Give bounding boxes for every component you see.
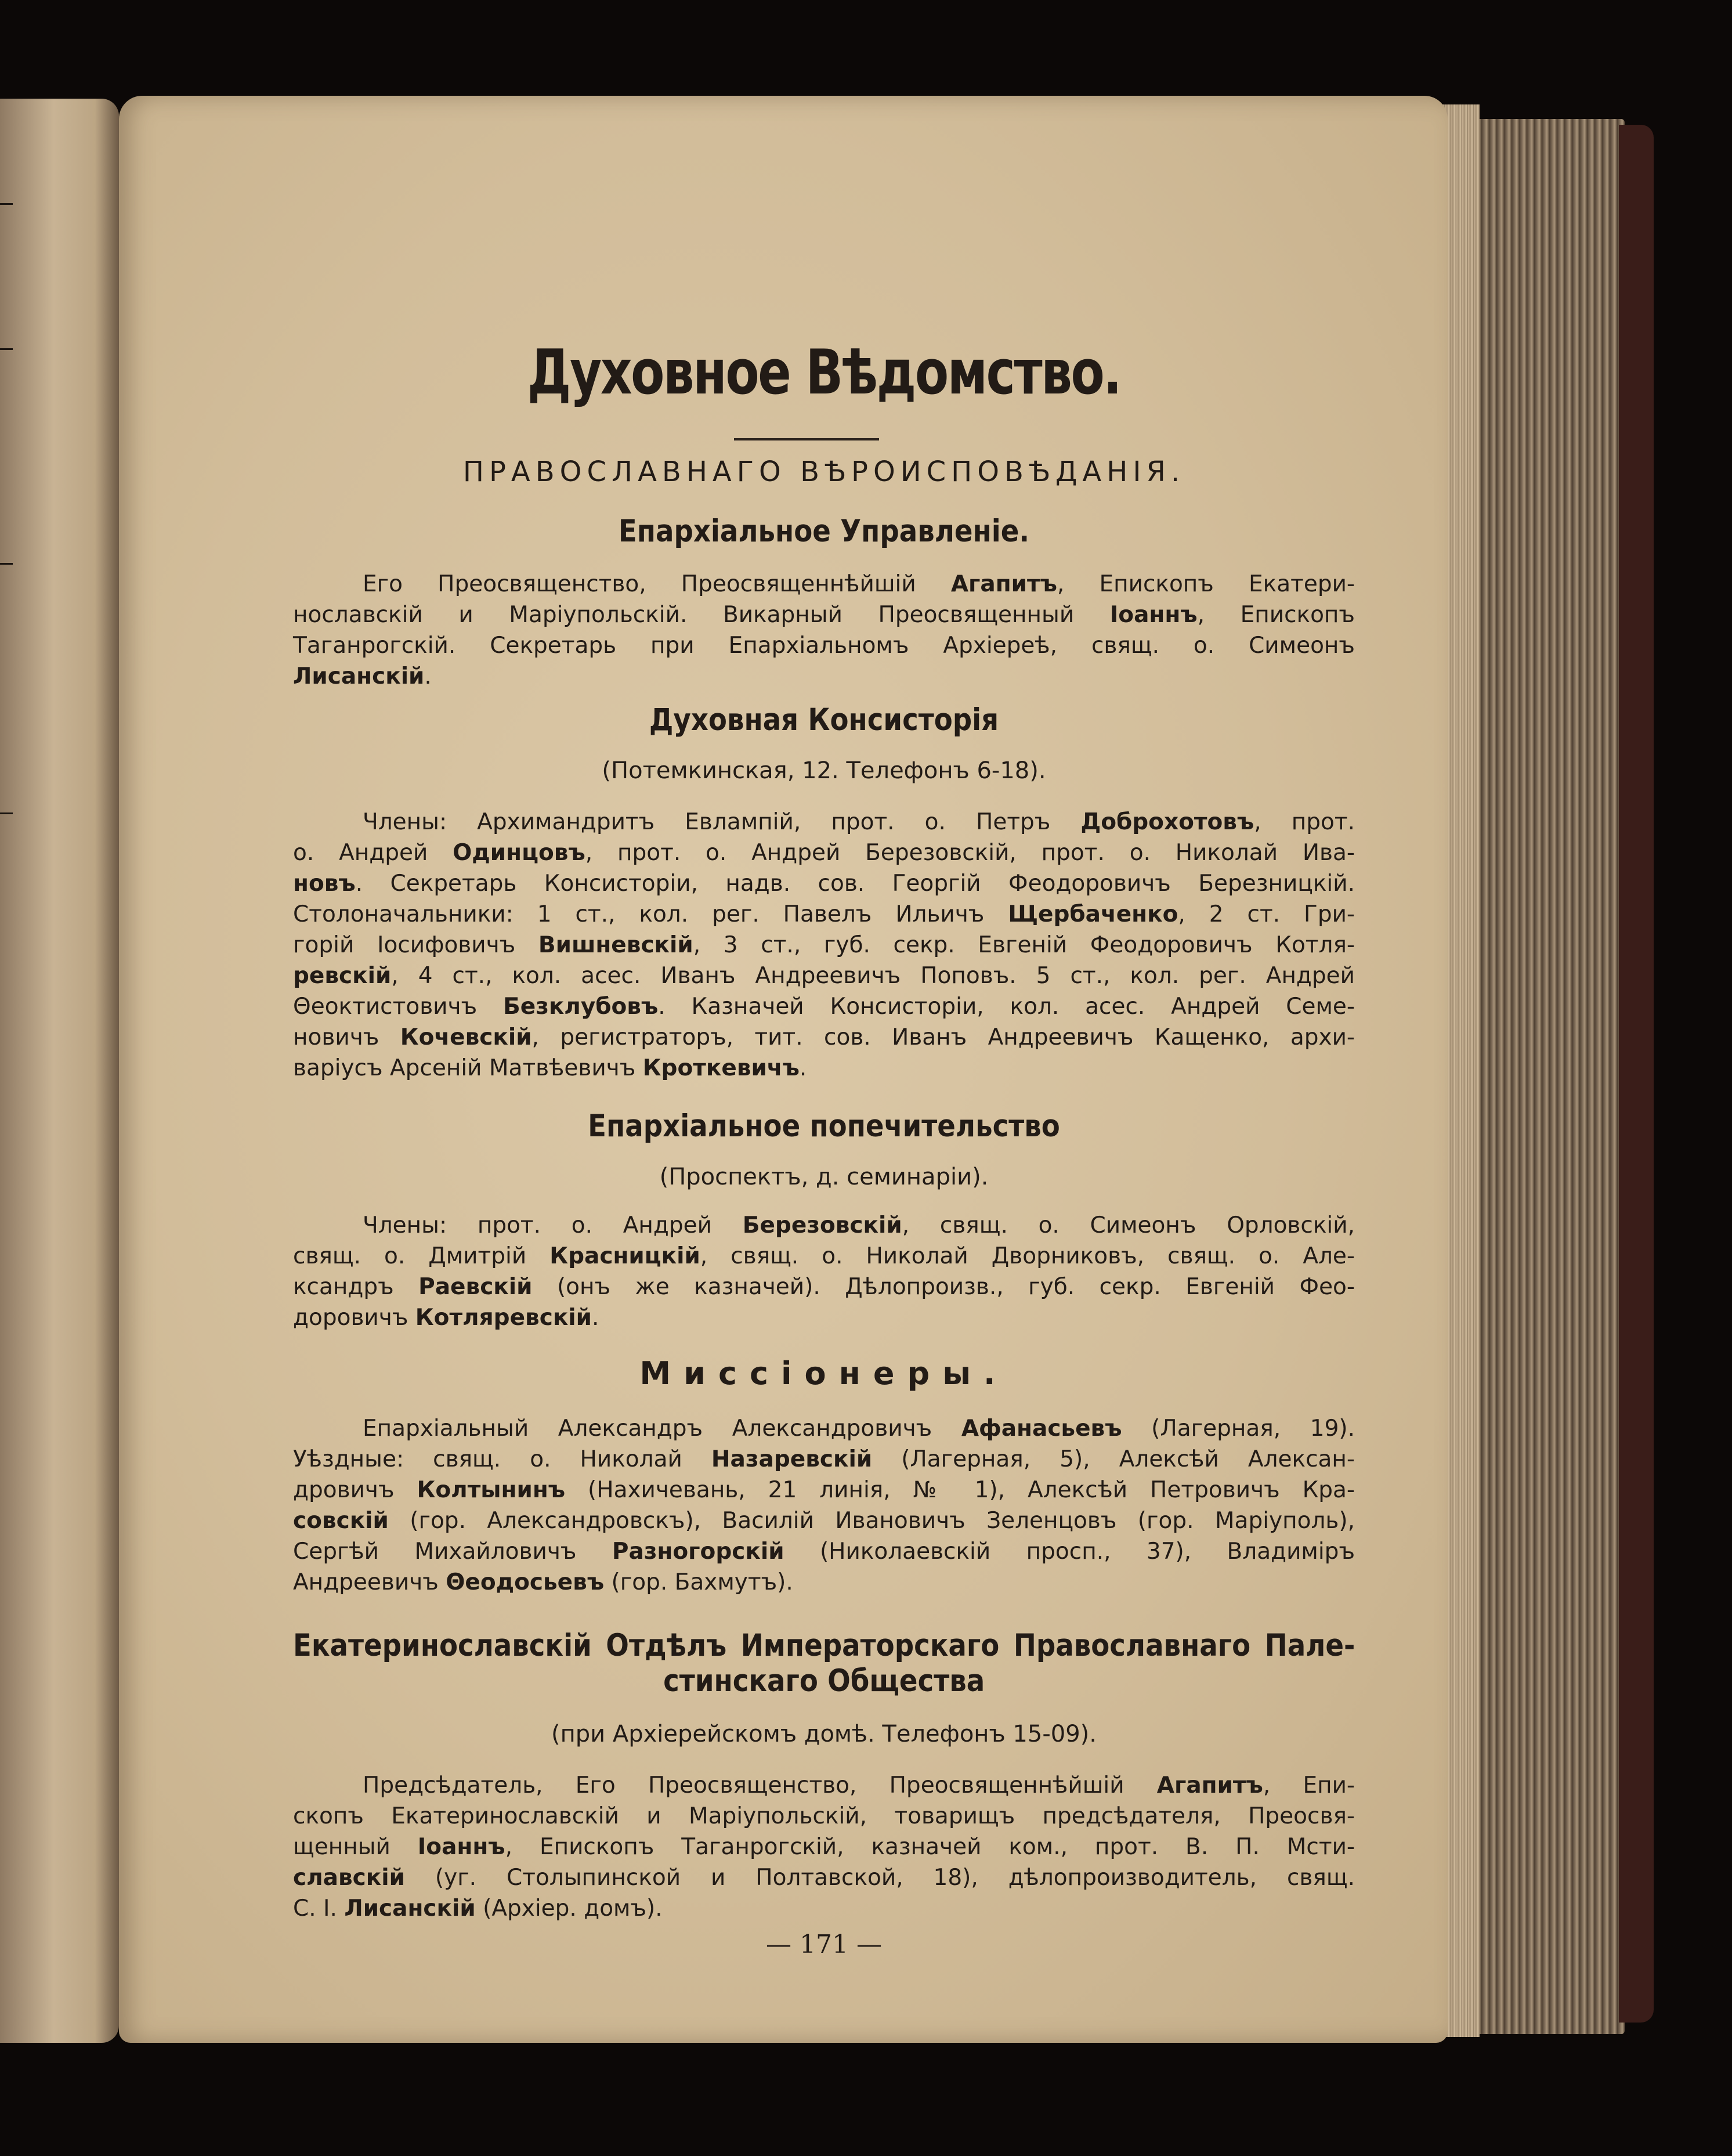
text-line: славскій (уг. Столыпинской и Полтавской, 18), дѣлопроизводитель, свящ.	[293, 1865, 1355, 1891]
section-address: (Потемкинская, 12. Телефонъ 6-18).	[602, 757, 1046, 784]
text-line: свящ. о. Дмитрій Красницкій, свящ. о. Николай Дворниковъ, свящ. о. Але-	[293, 1243, 1355, 1269]
text-line: Сергѣй Михайловичъ Разногорскій (Николаевскій просп., 37), Владиміръ	[293, 1539, 1355, 1565]
left-page-mark	[0, 203, 13, 205]
text-line: горій Іосифовичъ Вишневскій, 3 ст., губ. секр. Евгеній Феодоровичъ Котля-	[293, 932, 1355, 958]
text-line: нославскій и Маріупольскій. Викарный Преосвященный Іоаннъ, Епископъ	[293, 602, 1355, 628]
text-line: Его Преосвященство, Преосвященнѣйшій Агапитъ, Епископъ Екатери-	[363, 571, 1355, 597]
page-subtitle: ПРАВОСЛАВНАГО ВѢРОИСПОВѢДАНІЯ.	[462, 456, 1185, 488]
left-page-mark	[0, 812, 13, 814]
section-heading: Епархіальное Управленіе.	[618, 514, 1030, 549]
section-address: (Проспектъ, д. семинаріи).	[659, 1164, 989, 1190]
text-line: скопъ Екатеринославскій и Маріупольскій, товарищъ предсѣдателя, Преосвя-	[293, 1803, 1355, 1829]
text-line: новичъ Кочевскій, регистраторъ, тит. сов. Иванъ Андреевичъ Кащенко, архи-	[293, 1024, 1355, 1050]
section-heading-line: Екатеринославскій Отдѣлъ Императорскаго Православнаго Пале-	[293, 1628, 1355, 1663]
left-page-edge	[0, 99, 119, 2043]
text-line: доровичъ Котляревскій.	[293, 1305, 599, 1331]
section-paragraph	[293, 1770, 1355, 1924]
section-address: (при Архіерейскомъ домѣ. Телефонъ 15-09).	[551, 1721, 1097, 1747]
text-line: варіусъ Арсеній Матвѣевичъ Кроткевичъ.	[293, 1055, 807, 1081]
text-line: Андреевичъ Θеодосьевъ (гор. Бахмутъ).	[293, 1569, 793, 1595]
text-line: ксандръ Раевскій (онъ же казначей). Дѣлопроизв., губ. секр. Евгеній Фео-	[293, 1274, 1355, 1300]
section-heading: Епархіальное попечительство	[588, 1108, 1060, 1144]
section-paragraph	[293, 807, 1355, 1084]
page-title: Духовное Вѣдомство.	[527, 337, 1121, 408]
text-line: о. Андрей Одинцовъ, прот. о. Андрей Березовскій, прот. о. Николай Ива-	[293, 840, 1355, 866]
section-heading	[293, 1628, 1355, 1699]
left-page-mark	[0, 348, 13, 350]
text-line: Столоначальники: 1 ст., кол. рег. Павелъ Ильичъ Щербаченко, 2 ст. Гри-	[293, 901, 1355, 927]
page-number: — 171 —	[766, 1930, 882, 1959]
text-line: Члены: прот. о. Андрей Березовскій, свящ. о. Симеонъ Орловскій,	[363, 1212, 1355, 1238]
section-paragraph	[293, 1210, 1355, 1333]
section-heading: Миссіонеры.	[639, 1355, 1008, 1392]
text-line: дровичъ Колтынинъ (Нахичевань, 21 линія, № 1), Алексѣй Петровичъ Кра-	[293, 1477, 1355, 1503]
book-cover-edge	[1619, 125, 1654, 2023]
book-page-block	[1474, 119, 1625, 2034]
section-heading: Духовная Консисторія	[649, 702, 999, 738]
text-line: новъ. Секретарь Консисторіи, надв. сов. Георгій Феодоровичъ Березницкій.	[293, 871, 1355, 897]
title-rule	[734, 438, 879, 440]
text-line: С. І. Лисанскій (Архіер. домъ).	[293, 1895, 663, 1922]
text-line: Θеоктистовичъ Безклубовъ. Казначей Консисторіи, кол. асес. Андрей Семе-	[293, 994, 1355, 1020]
left-page-mark	[0, 563, 13, 565]
text-line: Епархіальный Александръ Александровичъ Афанасьевъ (Лагерная, 19).	[363, 1415, 1355, 1442]
section-paragraph	[293, 1413, 1355, 1598]
text-line: щенный Іоаннъ, Епископъ Таганрогскій, казначей ком., прот. В. П. Мсти-	[293, 1834, 1355, 1860]
text-line: Члены: Архимандритъ Евлампій, прот. о. Петръ Доброхотовъ, прот.	[363, 809, 1355, 835]
text-line: совскій (гор. Александровскъ), Василій Ивановичъ Зеленцовъ (гор. Маріуполь),	[293, 1508, 1355, 1534]
text-line: Уѣздные: свящ. о. Николай Назаревскій (Лагерная, 5), Алексѣй Алексан-	[293, 1446, 1355, 1472]
text-line: ревскій, 4 ст., кол. асес. Иванъ Андреевичъ Поповъ. 5 ст., кол. рег. Андрей	[293, 963, 1355, 989]
section-heading-line: стинскаго Общества	[663, 1663, 985, 1699]
text-line: Предсѣдатель, Его Преосвященство, Преосвященнѣйшій Агапитъ, Епи-	[363, 1772, 1355, 1799]
text-line: Таганрогскій. Секретарь при Епархіальномъ Архіереѣ, свящ. о. Симеонъ	[293, 633, 1355, 659]
section-paragraph	[293, 569, 1355, 692]
text-line: Лисанскій.	[293, 663, 432, 689]
